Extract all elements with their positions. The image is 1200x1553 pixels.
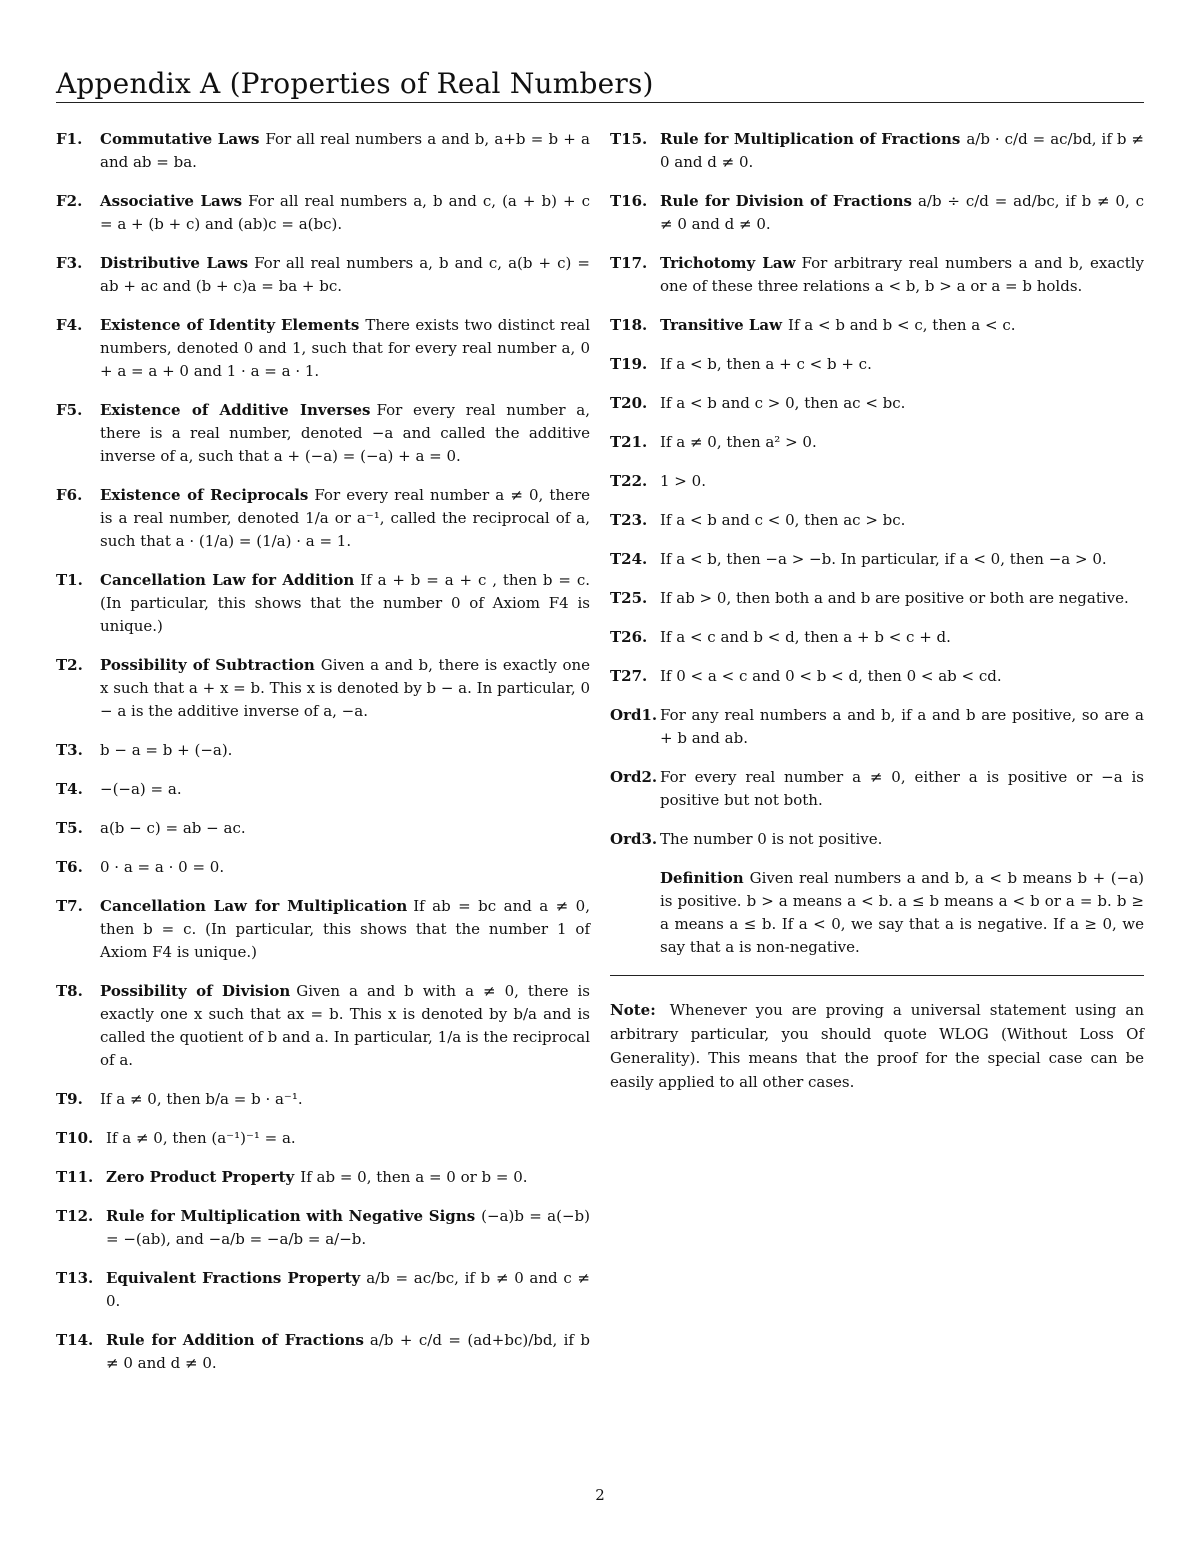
property-item — [56, 399, 590, 468]
property-item — [610, 626, 1144, 649]
property-label: T18. — [610, 316, 648, 334]
property-text: a(b − c) = ab − ac. — [100, 819, 246, 837]
right-column — [610, 128, 1144, 1094]
property-name: Rule for Addition of Fractions — [106, 1331, 364, 1349]
property-label: Ord3. — [610, 830, 658, 848]
property-text: Given a and b, there is exactly one x such that a + x = b. This x is denoted by b − a. In particular, 0 − a is the additive inverse of a, −a. — [100, 656, 591, 720]
property-label: T11. — [56, 1168, 94, 1186]
property-text: If a < c and b < d, then a + b < c + d. — [660, 628, 951, 646]
property-name: Possibility of Subtraction — [100, 656, 315, 674]
property-text: If a < b, then a + c < b + c. — [660, 355, 872, 373]
property-name: Equivalent Fractions Property — [106, 1269, 361, 1287]
property-item — [56, 190, 590, 236]
property-name: Existence of Identity Elements — [100, 316, 360, 334]
property-item — [56, 1205, 590, 1251]
property-item — [56, 856, 590, 879]
property-text: If a < b and c < 0, then ac > bc. — [660, 511, 906, 529]
property-text: For any real numbers a and b, if a and b are positive, so are a + b and ab. — [660, 706, 1144, 747]
property-item — [610, 665, 1144, 688]
property-item — [56, 569, 590, 638]
property-name: Rule for Multiplication of Fractions — [660, 130, 961, 148]
property-item — [610, 252, 1144, 298]
property-item — [610, 587, 1144, 610]
property-item — [56, 1329, 590, 1375]
property-name: Cancellation Law for Multiplication — [100, 897, 408, 915]
property-text: a/b ÷ c/d = ad/bc, if b ≠ 0, c ≠ 0 and d ≠ 0. — [660, 192, 1144, 233]
property-text: If a ≠ 0, then b/a = b · a⁻¹. — [100, 1090, 303, 1108]
property-text: If a < b and c > 0, then ac < bc. — [660, 394, 906, 412]
property-text: If a < b, then −a > −b. In particular, if a < 0, then −a > 0. — [660, 550, 1107, 568]
property-label: T16. — [610, 192, 648, 210]
property-label: T25. — [610, 589, 648, 607]
property-item — [56, 252, 590, 298]
property-label: T24. — [610, 550, 648, 568]
property-label: T10. — [56, 1129, 94, 1147]
property-label: Ord2. — [610, 768, 658, 786]
property-text: For all real numbers a, b and c, (a + b) + c = a + (b + c) and (ab)c = a(bc). — [100, 192, 590, 233]
property-text: a/b = ac/bc, if b ≠ 0 and c ≠ 0. — [106, 1269, 590, 1310]
property-name: Cancellation Law for Addition — [100, 571, 355, 589]
property-item — [610, 470, 1144, 493]
property-text: −(−a) = a. — [100, 780, 182, 798]
property-name: Distributive Laws — [100, 254, 249, 272]
property-item — [56, 654, 590, 723]
property-text: For every real number a, there is a real number, denoted −a and called the additive inverse of a, such that a + (−a) = (−a) + a = 0. — [100, 401, 590, 465]
property-label: T2. — [56, 656, 83, 674]
property-label: T5. — [56, 819, 83, 837]
property-label: T8. — [56, 982, 83, 1000]
property-text: If ab > 0, then both a and b are positive or both are negative. — [660, 589, 1129, 607]
page-number: 2 — [595, 1486, 605, 1504]
property-name: Possibility of Division — [100, 982, 291, 1000]
property-text: For all real numbers a, b and c, a(b + c) = ab + ac and (b + c)a = ba + bc. — [100, 254, 590, 295]
property-label: T4. — [56, 780, 83, 798]
property-item — [56, 778, 590, 801]
definition-text: Given real numbers a and b, a < b means b + (−a) is positive. b > a means a < b. a ≤ b means a < b or a = b. b ≥ a means a ≤ b. If a < 0, we say that a is negative. If a ≥ 0, we say that a is non-negative. — [660, 869, 1144, 956]
property-text: If ab = bc and a ≠ 0, then b = c. (In particular, this shows that the number 1 of Axiom F4 is unique.) — [100, 897, 590, 961]
property-item — [56, 980, 590, 1072]
property-name: Transitive Law — [660, 316, 783, 334]
section-divider — [610, 975, 1144, 976]
property-name: Rule for Multiplication with Negative Signs — [106, 1207, 476, 1225]
property-label: T17. — [610, 254, 648, 272]
note-text: Whenever you are proving a universal statement using an arbitrary particular, you should quote WLOG (Without Loss Of Generality). This means that the proof for the special case can be easily applied to all other cases. — [610, 1001, 1144, 1091]
property-label: F2. — [56, 192, 83, 210]
definition-block — [610, 867, 1144, 959]
property-label: T23. — [610, 511, 648, 529]
property-item — [56, 817, 590, 840]
property-item — [56, 1127, 590, 1150]
property-label: T21. — [610, 433, 648, 451]
property-text: For arbitrary real numbers a and b, exactly one of these three relations a < b, b > a or a = b holds. — [660, 254, 1144, 295]
property-name: Commutative Laws — [100, 130, 260, 148]
property-label: T12. — [56, 1207, 94, 1225]
property-label: Ord1. — [610, 706, 658, 724]
property-label: F6. — [56, 486, 83, 504]
property-label: T26. — [610, 628, 648, 646]
title-divider — [56, 102, 1144, 103]
property-item — [610, 353, 1144, 376]
property-label: F4. — [56, 316, 83, 334]
property-item — [56, 1166, 590, 1189]
property-item — [610, 314, 1144, 337]
property-text: There exists two distinct real numbers, denoted 0 and 1, such that for every real number a, 0 + a = a + 0 and 1 · a = a · 1. — [100, 316, 590, 380]
property-label: T7. — [56, 897, 83, 915]
property-text: If a ≠ 0, then a² > 0. — [660, 433, 817, 451]
property-item — [610, 431, 1144, 454]
property-label: T9. — [56, 1090, 83, 1108]
property-label: T1. — [56, 571, 83, 589]
property-text: If 0 < a < c and 0 < b < d, then 0 < ab < cd. — [660, 667, 1002, 685]
property-item — [56, 1267, 590, 1313]
order-axiom — [610, 766, 1144, 812]
property-label: F5. — [56, 401, 83, 419]
property-name: Trichotomy Law — [660, 254, 796, 272]
property-text: a/b + c/d = (ad+bc)/bd, if b ≠ 0 and d ≠ 0. — [106, 1331, 591, 1372]
property-text: The number 0 is not positive. — [660, 830, 883, 848]
property-text: (−a)b = a(−b) = −(ab), and −a/b = −a/b = a/−b. — [106, 1207, 590, 1248]
property-label: F1. — [56, 130, 83, 148]
property-item — [56, 739, 590, 762]
property-item — [610, 509, 1144, 532]
property-name: Rule for Division of Fractions — [660, 192, 912, 210]
property-text: If ab = 0, then a = 0 or b = 0. — [300, 1168, 528, 1186]
note-block — [610, 998, 1144, 1094]
property-label: T14. — [56, 1331, 94, 1349]
property-item — [56, 484, 590, 553]
property-name: Existence of Reciprocals — [100, 486, 309, 504]
property-name: Zero Product Property — [106, 1168, 295, 1186]
order-axiom — [610, 704, 1144, 750]
property-text: If a < b and b < c, then a < c. — [788, 316, 1016, 334]
property-label: F3. — [56, 254, 83, 272]
property-text: For every real number a ≠ 0, there is a real number, denoted 1/a or a⁻¹, called the reciprocal of a, such that a · (1/a) = (1/a) · a = 1. — [100, 486, 590, 550]
order-axiom — [610, 828, 1144, 851]
property-text: Given a and b with a ≠ 0, there is exactly one x such that ax = b. This x is denoted by b/a and is called the quotient of b and a. In particular, 1/a is the reciprocal of a. — [100, 982, 590, 1069]
definition-label: Definition — [660, 869, 744, 887]
property-text: For every real number a ≠ 0, either a is positive or −a is positive but not both. — [660, 768, 1144, 809]
property-label: T22. — [610, 472, 648, 490]
left-column — [56, 128, 590, 1391]
property-name: Existence of Additive Inverses — [100, 401, 371, 419]
property-item — [56, 1088, 590, 1111]
property-name: Associative Laws — [100, 192, 243, 210]
property-text: a/b · c/d = ac/bd, if b ≠ 0 and d ≠ 0. — [660, 130, 1144, 171]
property-label: T20. — [610, 394, 648, 412]
property-text: 0 · a = a · 0 = 0. — [100, 858, 225, 876]
property-label: T27. — [610, 667, 648, 685]
property-label: T6. — [56, 858, 83, 876]
property-item — [56, 895, 590, 964]
property-text: 1 > 0. — [660, 472, 706, 490]
property-item — [56, 128, 590, 174]
property-text: If a ≠ 0, then (a⁻¹)⁻¹ = a. — [106, 1129, 296, 1147]
property-item — [610, 548, 1144, 571]
property-item — [56, 314, 590, 383]
property-item — [610, 190, 1144, 236]
note-label: Note: — [610, 1001, 656, 1019]
property-label: T15. — [610, 130, 648, 148]
page-title: Appendix A (Properties of Real Numbers) — [56, 66, 654, 100]
property-text: b − a = b + (−a). — [100, 741, 233, 759]
property-text: If a + b = a + c , then b = c. (In particular, this shows that the number 0 of Axiom F4 is unique.) — [100, 571, 590, 635]
property-item — [610, 128, 1144, 174]
property-label: T13. — [56, 1269, 94, 1287]
property-text: For all real numbers a and b, a+b = b + a and ab = ba. — [100, 130, 590, 171]
property-label: T3. — [56, 741, 83, 759]
property-item — [610, 392, 1144, 415]
property-label: T19. — [610, 355, 648, 373]
